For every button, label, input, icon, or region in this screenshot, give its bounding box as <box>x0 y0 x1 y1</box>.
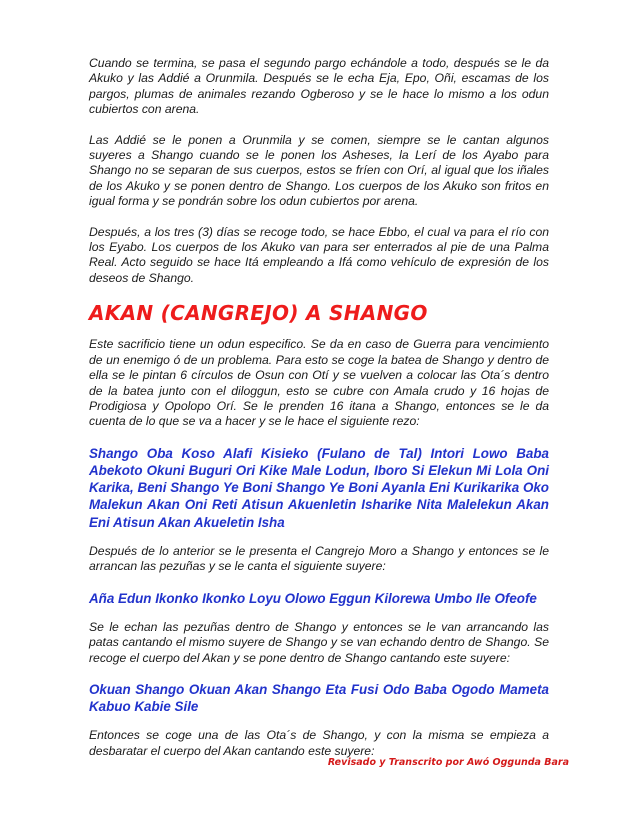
paragraph-2: Las Addié se le ponen a Orunmila y se comen, siempre se le cantan algunos suyeres a Shango cuando se le ponen los Asheses, la Lerí de los Ayabo para Shango no se separan de sus cuerpos, estos se fríen con Orí, al igual que los iñales de los Akuko y se ponen dentro de Shango. Los cuerpos de los Akuko son fritos en igual forma y se pondrán sobre los odun cubiertos por arena. <box>89 132 549 209</box>
paragraph-7: Entonces se coge una de las Ota´s de Shango, y con la misma se empieza a desbaratar el cuerpo del Akan cantando este suyere: <box>89 728 549 758</box>
paragraph-1: Cuando se termina, se pasa el segundo pargo echándole a todo, después se le da Akuko y las Addié a Orunmila. Después se le echa Eja, Epo, Oñi, escamas de los pargos, plumas de animales rezando Ogberoso y se le hace lo mismo a los odun cubiertos con arena. <box>89 56 549 117</box>
prayer-2: Aña Edun Ikonko Ikonko Loyu Olowo Eggun Kilorewa Umbo Ile Ofeofe <box>89 590 537 606</box>
prayer-1: Shango Oba Koso Alafi Kisieko (Fulano de Tal) Intori Lowo Baba Abekoto Okuni Buguri Ori Kike Male Lodun, Iboro Si Elekun Mi Lola Oni Karika, Beni Shango Ye Boni Shango Ye Boni Ayanla Eni Kurikarika Oko Malekun Akan Oni Reti Atisun Akuenletin Isharike Nita Malelekun Akan Eni Atisun Akan Akueletin Isha <box>89 445 549 530</box>
paragraph-6: Se le echan las pezuñas dentro de Shango y entonces se le van arrancando las patas cantando el mismo suyere de Shango y se van echando dentro de Shango. Se recoge el cuerpo del Akan y se pone dentro de Shango cantando este suyere: <box>89 619 549 665</box>
footer-credit: Revisado y Transcrito por Awó Oggunda Bara <box>327 757 569 768</box>
paragraph-5: Después de lo anterior se le presenta el Cangrejo Moro a Shango y entonces se le arrancan las pezuñas y se le canta el siguiente suyere: <box>89 543 549 574</box>
prayer-3: Okuan Shango Okuan Akan Shango Eta Fusi Odo Baba Ogodo Mameta Kabuo Kabie Sile <box>89 681 549 715</box>
document-page <box>89 56 549 774</box>
section-heading: AKAN (CANGREJO) A SHANGO <box>89 301 428 326</box>
paragraph-4: Este sacrificio tiene un odun especifico. Se da en caso de Guerra para vencimiento de un enemigo ó de un problema. Para esto se coge la batea de Shango y dentro de ella se le pintan 6 círculos de Osun con Otí y se vuelven a colocar las Ota´s dentro de la batea junto con el diloggun, esto se cubre con Amala crudo y 16 hojas de Prodigiosa y Opolopo Orí. Se le prenden 16 itana a Shango, entonces se le da cuenta de lo que se va a hacer y se le hace el siguiente rezo: <box>89 337 549 429</box>
paragraph-3: Después, a los tres (3) días se recoge todo, se hace Ebbo, el cual va para el río con los Eyabo. Los cuerpos de los Akuko van para ser enterrados al pie de una Palma Real. Acto seguido se hace Itá empleando a Ifá como vehículo de expresión de los deseos de Shango. <box>89 224 549 285</box>
